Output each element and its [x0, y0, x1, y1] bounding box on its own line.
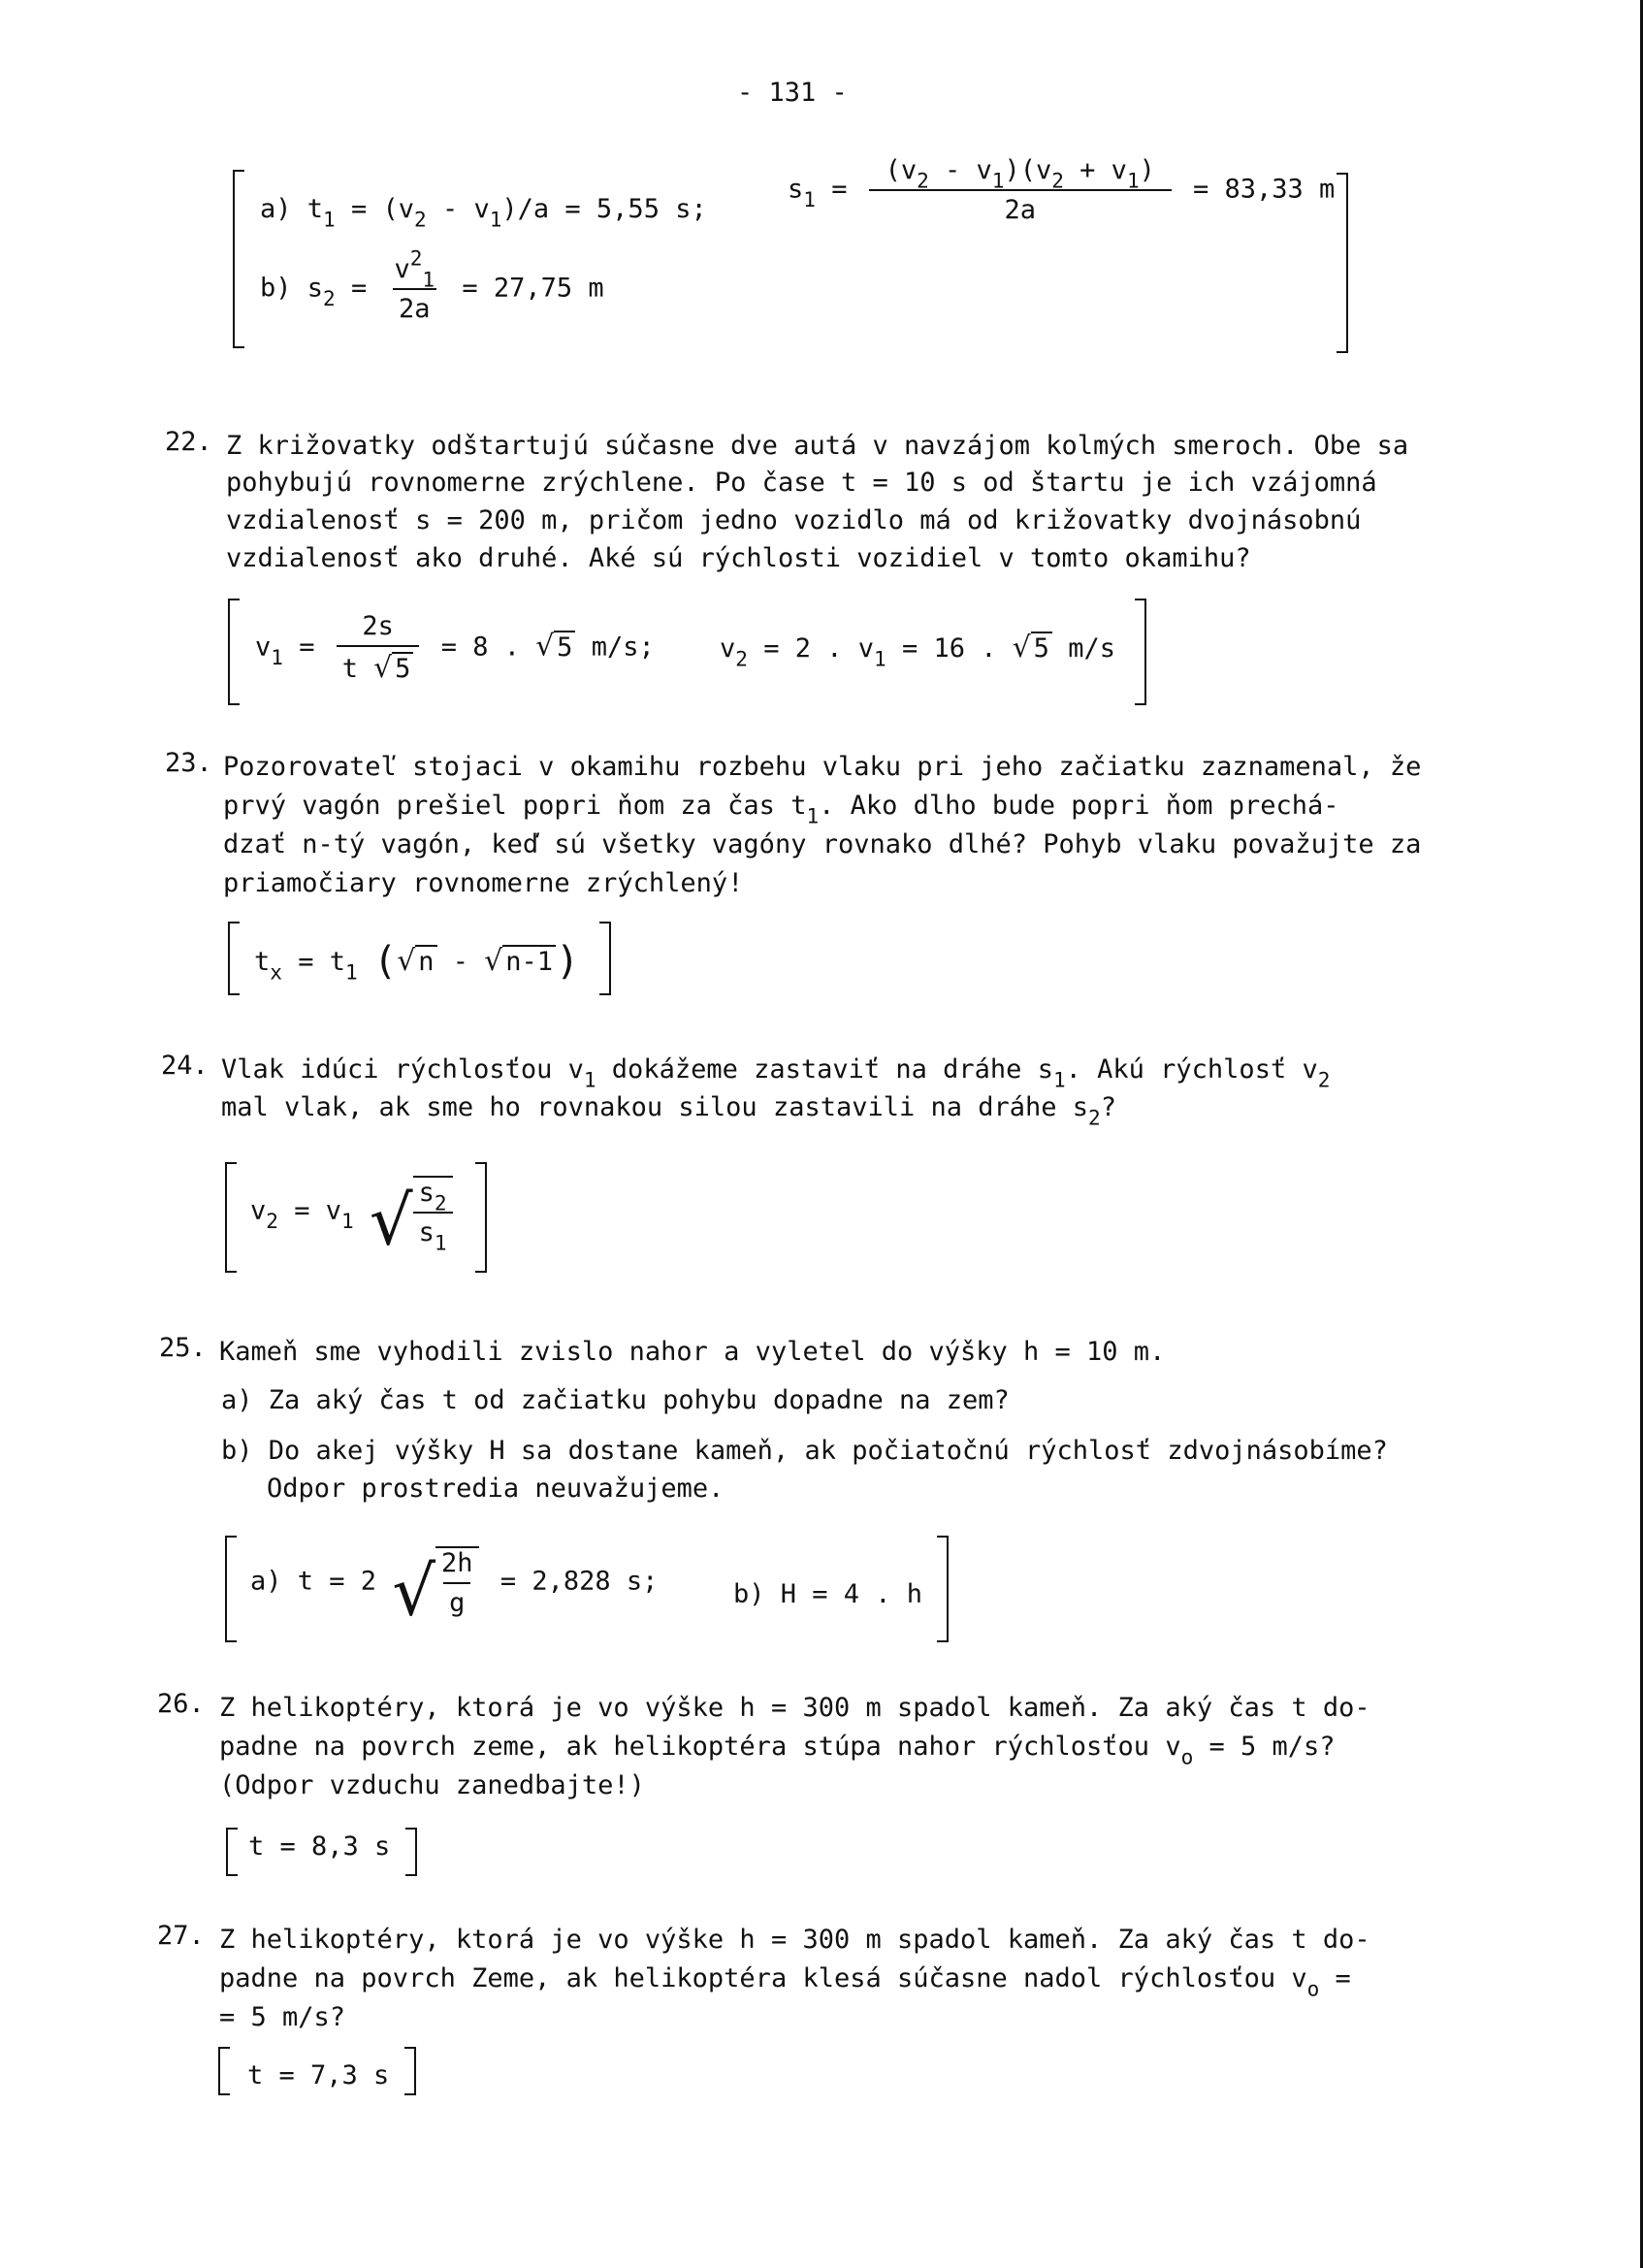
problem-text-line: b) Do akej výšky H sa dostane kameň, ak počiatočnú rýchlosť zdvojnásobíme?: [221, 1436, 1388, 1466]
answer-22-v2: $v_2 = 2$ . $v_1 = 16$ . √ 5 m/s: [720, 631, 1115, 671]
bracket-left: [228, 922, 240, 995]
problem-text-line: pohybujú rovnomerne zrýchlene. Po čase t = 10 s od štartu je ich vzájomná: [226, 468, 1377, 498]
answer-27: t = 7,3 s: [247, 2060, 390, 2090]
bracket-left: [225, 1162, 237, 1273]
problem-text-line: dzať n-tý vagón, keď sú všetky vagóny rovnako dlhé? Pohyb vlaku považujte za: [223, 829, 1422, 859]
answer-25: a) t = 2 √ $\frac{2h}{g}$ = 2,828 s;: [250, 1548, 659, 1632]
bracket-right: [1337, 173, 1348, 353]
bracket-left: [225, 1536, 237, 1642]
problem-text-line: Z helikoptéry, ktorá je vo výške h = 300 m spadol kameň. Za aký čas t do-: [219, 1925, 1370, 1955]
problem-text-line: Z helikoptéry, ktorá je vo výške h = 300 m spadol kameň. Za aký čas t do-: [219, 1693, 1370, 1723]
answer-21-s1: $s_1$ = $\frac{(v_2 - v_1)(v_2 + v_1)}{2a}$ = 83,33 m: [788, 155, 1336, 225]
answer-24: $v_2 = v_1$ √ $\frac{s_2}{s_1}$: [250, 1176, 459, 1261]
bracket-right: [405, 1828, 417, 1876]
bracket-left: [228, 599, 240, 705]
problem-number: 27.: [157, 1921, 205, 1951]
bracket-right: [475, 1162, 487, 1273]
problem-text-line: Pozorovateľ stojaci v okamihu rozbehu vlaku pri jeho začiatku zaznamenal, že: [223, 752, 1422, 782]
answer-26: t = 8,3 s: [248, 1831, 391, 1862]
problem-text-line: padne na povrch Zeme, ak helikoptéra klesá súčasne nadol rýchlosťou $v_o$ =: [219, 1963, 1351, 2001]
bracket-right: [937, 1536, 949, 1642]
problem-text-line: prvý vagón prešiel popri ňom za čas $t_1$. Ako dlho bude popri ňom prechá-: [223, 791, 1339, 828]
problem-text-line: Z križovatky odštartujú súčasne dve autá v navzájom kolmých smeroch. Obe sa: [226, 431, 1409, 461]
problem-text-line: Vlak idúci rýchlosťou $v_1$ dokážeme zastaviť na dráhe $s_1$. Akú rýchlosť $v_2$: [221, 1054, 1331, 1092]
bracket-left: [218, 2047, 230, 2095]
answer-21-b: b) $s_2$ = $\frac{v^2_1}{2a}$ = 27,75 m: [260, 245, 604, 324]
answer-22: $v_1$ = $\frac{2s}{t √ 5}$ = 8 . √ 5 m/s;: [255, 611, 655, 685]
bracket-right: [1135, 599, 1146, 705]
problem-text-line: vzdialenosť s = 200 m, pričom jedno vozidlo má od križovatky dvojnásobnú: [226, 505, 1362, 535]
answer-25-b: b) H = 4 . h: [733, 1579, 923, 1609]
problem-text-line: padne na povrch zeme, ak helikoptéra stúpa nahor rýchlosťou $v_o = 5$ m/s?: [219, 1732, 1336, 1769]
problem-text-line: Odpor prostredia neuvažujeme.: [267, 1474, 725, 1504]
page-number: - 131 -: [737, 78, 848, 108]
bracket-right: [404, 2047, 416, 2095]
problem-text-line: vzdialenosť ako druhé. Aké sú rýchlosti vozidiel v tomto okamihu?: [226, 543, 1251, 573]
problem-number: 26.: [157, 1689, 205, 1719]
problem-number: 24.: [161, 1051, 209, 1081]
bracket-left: [233, 170, 244, 348]
problem-number: 23.: [165, 748, 212, 778]
problem-text-line: = 5 m/s?: [219, 2002, 346, 2032]
problem-number: 22.: [165, 427, 212, 457]
problem-text-line: (Odpor vzduchu zanedbajte!): [219, 1770, 645, 1800]
problem-number: 25.: [159, 1333, 207, 1363]
problem-text-line: Kameň sme vyhodili zvislo nahor a vyletel do výšky h = 10 m.: [219, 1337, 1166, 1367]
problem-text-line: a) Za aký čas t od začiatku pohybu dopadne na zem?: [221, 1385, 1010, 1415]
answer-21-a: a) $t_1 = (v_2 - v_1)/a = 5,55$ s;: [260, 194, 707, 232]
problem-text-line: mal vlak, ak sme ho rovnakou silou zastavili na dráhe $s_2$?: [221, 1092, 1116, 1130]
answer-23: $t_x = t_1$ (√ n - √ n-1): [254, 937, 580, 985]
bracket-left: [226, 1828, 238, 1876]
bracket-right: [599, 922, 611, 995]
problem-text-line: priamočiary rovnomerne zrýchlený!: [223, 868, 744, 898]
